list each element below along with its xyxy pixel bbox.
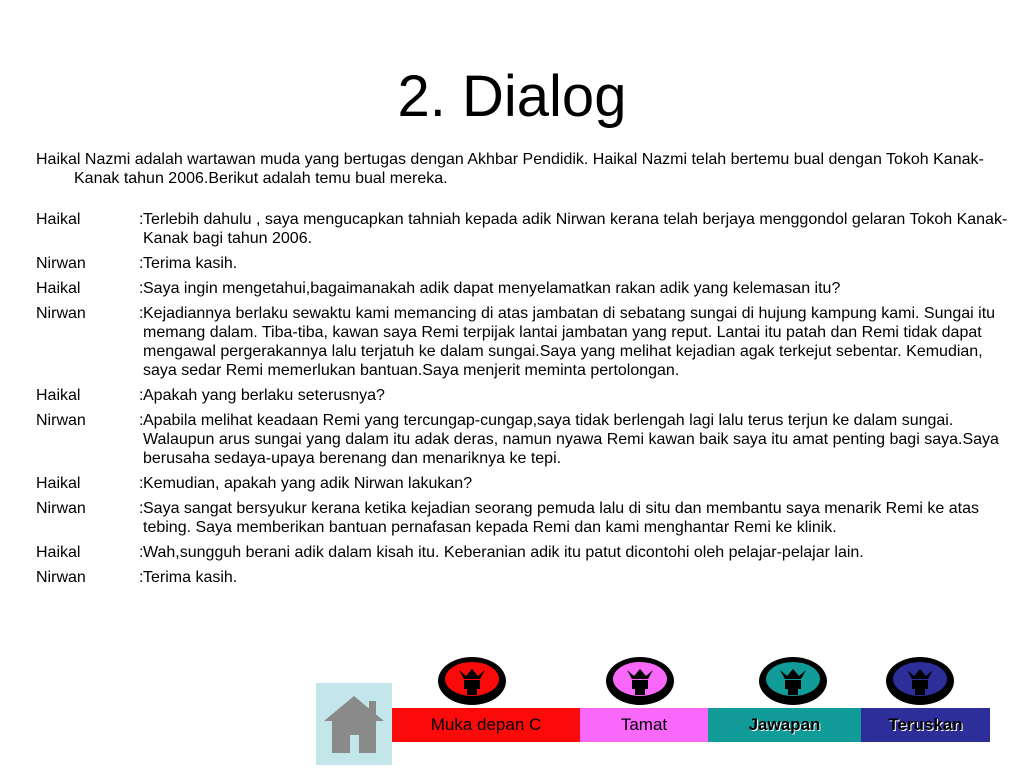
colon-separator: : [139, 280, 144, 297]
speaker-name: Haikal [36, 280, 81, 297]
lightbulb-icon [882, 655, 958, 709]
dialog-line [36, 568, 1020, 587]
dialog-line [36, 304, 1020, 380]
speaker-name: Nirwan [36, 255, 86, 272]
colon-separator: : [139, 500, 144, 517]
lightbulb-icon [602, 655, 678, 709]
colon-separator: : [139, 387, 144, 404]
page-title: 2. Dialog [397, 64, 627, 129]
dialog-text: Saya ingin mengetahui,bagaimanakah adik dapat menyelamatkan rakan adik yang kelemasan itu? [143, 280, 841, 297]
speaker-name: Nirwan [36, 569, 86, 586]
dialog-line [36, 210, 1020, 248]
speaker-name: Haikal [36, 211, 81, 228]
dialog-text: Kemudian, apakah yang adik Nirwan lakukan? [143, 475, 473, 492]
colon-separator: : [139, 305, 144, 322]
dialog-line [36, 279, 1020, 298]
dialog-text: Terlebih dahulu , saya mengucapkan tahniah kepada adik Nirwan kerana telah berjaya menggondol gelaran Tokoh Kanak-Kanak bagi tahun 2006. [143, 211, 1008, 247]
dialog-text: Terima kasih. [143, 569, 238, 586]
intro-paragraph: Haikal Nazmi adalah wartawan muda yang bertugas dengan Akhbar Pendidik. Haikal Nazmi telah bertemu bual dengan Tokoh Kanak-Kanak tahun 2006.Berikut adalah temu bual mereka. [36, 151, 984, 187]
muka-depan-label: Muka depan C [430, 715, 542, 734]
speaker-name: Haikal [36, 475, 81, 492]
colon-separator: : [139, 569, 144, 586]
tamat-button[interactable] [580, 708, 708, 742]
speaker-name: Nirwan [36, 412, 86, 429]
dialog-text: Kejadiannya berlaku sewaktu kami memancing di atas jambatan di sebatang sungai di hujung kampung kami. Sungai itu memang dalam. Tiba-tiba, kawan saya Remi terpijak lantai jambatan yang reput. Lantai itu patah dan Remi tidak dapat mengawal pergerakannya lalu terjatuh ke dalam sungai.Saya yang melihat kejadian agak terkejut sebentar. Kemudian, saya sedar Remi memerlukan bantuan.Saya menjerit meminta pertolongan. [143, 305, 996, 379]
colon-separator: : [139, 544, 144, 561]
house-icon [316, 683, 392, 765]
dialog-text: Wah,sungguh berani adik dalam kisah itu. Keberanian adik itu patut dicontohi oleh pelajar-pelajar lain. [143, 544, 864, 561]
speaker-name: Nirwan [36, 305, 86, 322]
speaker-name: Haikal [36, 387, 81, 404]
colon-separator: : [139, 255, 144, 272]
teruskan-button[interactable] [861, 708, 990, 742]
lightbulb-icon [434, 655, 510, 709]
dialog-line [36, 386, 1020, 405]
dialog-text: Saya sangat bersyukur kerana ketika kejadian seorang pemuda lalu di situ dan membantu saya menarik Remi ke atas tebing. Saya memberikan bantuan pernafasan kepada Remi dan kami menghantar Remi ke klinik. [143, 500, 980, 536]
jawapan-label: Jawapan [748, 715, 821, 734]
dialog-line [36, 543, 1020, 562]
tamat-label: Tamat [620, 715, 668, 734]
lightbulb-icon [755, 655, 831, 709]
speaker-name: Nirwan [36, 500, 86, 517]
colon-separator: : [139, 412, 144, 429]
dialog-text: Apabila melihat keadaan Remi yang tercungap-cungap,saya tidak berlengah lagi lalu terus terjun ke dalam sungai. Walaupun arus sungai yang dalam itu adak deras, namun nyawa Remi kawan baik saya itu amat penting bagi saya.Saya berusaha sedaya-upaya berenang dan menariknya ke tepi. [143, 412, 999, 467]
colon-separator: : [139, 211, 144, 228]
speaker-name: Haikal [36, 544, 81, 561]
teruskan-label: Teruskan [888, 715, 963, 734]
dialog-line [36, 499, 1020, 537]
dialog-line [36, 474, 1020, 493]
dialog-text: Apakah yang berlaku seterusnya? [143, 387, 385, 404]
dialog-line [36, 411, 1020, 468]
home-button[interactable] [316, 683, 392, 765]
jawapan-button[interactable] [708, 708, 861, 742]
colon-separator: : [139, 475, 144, 492]
dialog-line [36, 254, 1020, 273]
dialog-text: Terima kasih. [143, 255, 238, 272]
slide-content [36, 150, 1020, 593]
muka-depan-button[interactable] [392, 708, 580, 742]
